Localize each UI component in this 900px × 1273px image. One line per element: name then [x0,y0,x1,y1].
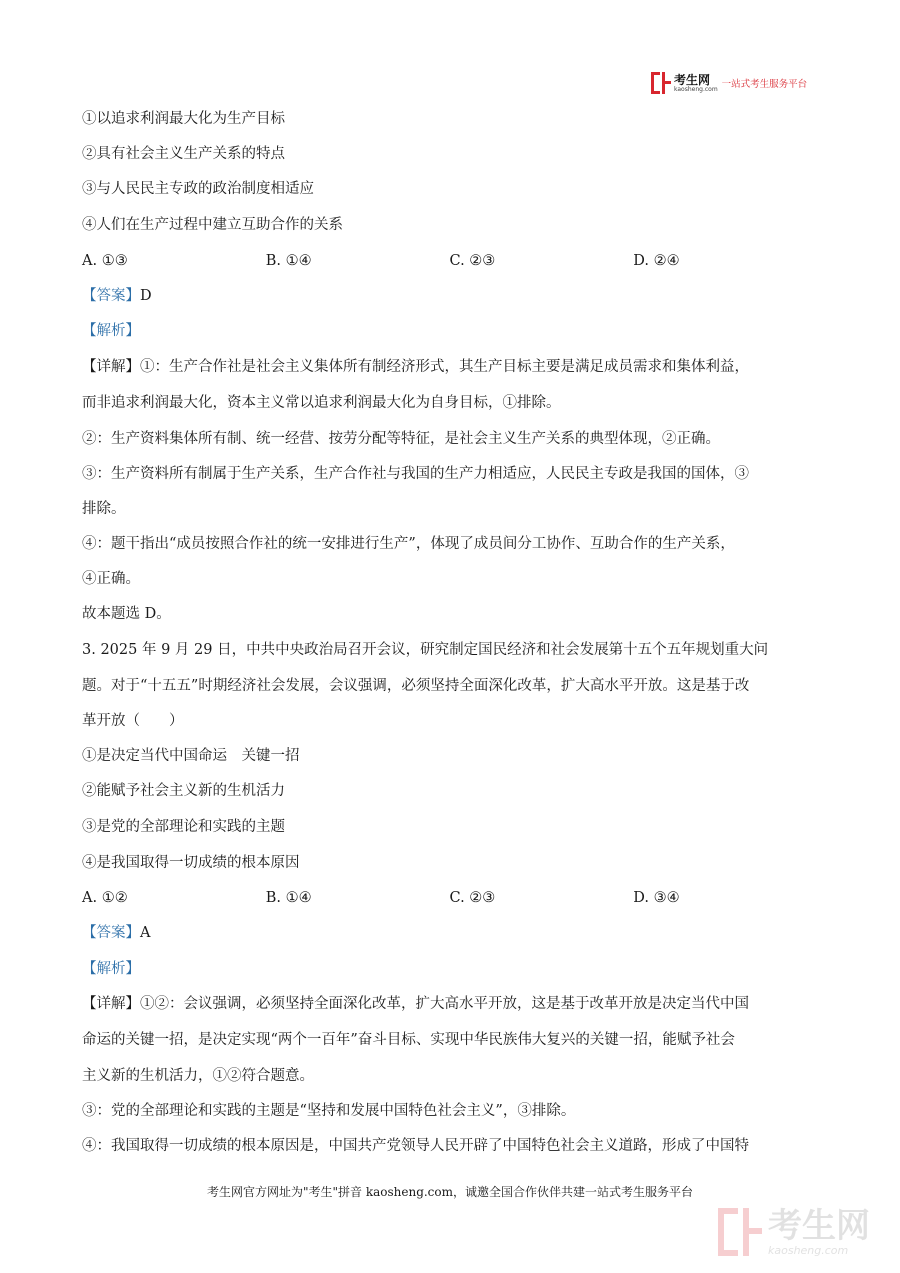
q3-options [82,888,817,908]
watermark-logo-icon [718,1208,762,1256]
q2-option-b: B. ①④ [265,253,312,269]
q2-detail-line-4: ③：生产资料所有制属于生产关系，生产合作社与我国的生产力相适应，人民民主专政是我国的国体，③ [82,466,749,482]
q3-detail-line-3: 主义新的生机活力，①②符合题意。 [82,1068,314,1084]
q3-detail-line-4: ③：党的全部理论和实践的主题是“坚持和发展中国特色社会主义”，③排除。 [82,1103,576,1119]
q3-analysis-tag [82,959,140,979]
logo-text-cn: 考生网 [674,72,711,87]
q2-option-d: D. ②④ [633,253,680,269]
q2-analysis-tag [82,321,140,341]
watermark [718,1208,870,1256]
q2-statement-1: ①以追求利润最大化为生产目标 [82,111,285,127]
q3-detail-line-1 [82,994,749,1014]
page-footer: 考生网官方网址为"考生"拼音 kaosheng.com，诚邀全国合作伙伴共建一站式考生服务平台 [206,1185,694,1199]
q2-detail-text-1: ①：生产合作社是社会主义集体所有制经济形式，其生产目标主要是满足成员需求和集体利益， [140,359,749,375]
q2-conclusion: 故本题选 D。 [82,606,171,622]
q3-detail-tag: 【详解】 [82,996,140,1012]
logo-text-en: kaosheng.com [674,85,718,93]
q2-option-c: C. ②③ [449,253,496,269]
q2-detail-line-1 [82,357,817,377]
q2-detail-line-2: 而非追求利润最大化，资本主义常以追求利润最大化为自身目标，①排除。 [82,395,561,411]
watermark-text-en: kaosheng.com [768,1244,849,1257]
q3-option-b: B. ①④ [265,890,312,906]
q2-detail-line-7: ④正确。 [82,571,140,587]
q3-detail-text-1: ①②：会议强调，必须坚持全面深化改革，扩大高水平开放，这是基于改革开放是决定当代中国 [140,996,749,1012]
header-logo [651,70,807,96]
q2-answer-value: D [140,288,152,304]
q3-analysis-tag-text: 【解析】 [82,961,140,977]
q2-statement-2: ②具有社会主义生产关系的特点 [82,146,285,162]
q2-analysis-tag-text: 【解析】 [82,323,140,339]
q2-detail-line-6: ④：题干指出“成员按照合作社的统一安排进行生产”，体现了成员间分工协作、互助合作的生产关系， [82,536,735,552]
q3-answer-value: A [140,925,151,941]
q2-detail-line-3: ②：生产资料集体所有制、统一经营、按劳分配等特征，是社会主义生产关系的典型体现，②正确。 [82,431,720,447]
q2-option-a: A. ①③ [82,253,128,269]
q3-stem-line-3: 革开放（ ） [82,713,184,729]
q2-options [82,251,817,271]
q3-statement-4: ④是我国取得一切成绩的根本原因 [82,855,300,871]
q3-stem-line-2: 题。对于“十五五”时期经济社会发展，会议强调，必须坚持全面深化改革，扩大高水平开放。这是基于改 [82,678,750,694]
q3-detail-line-2: 命运的关键一招，是决定实现“两个一百年”奋斗目标、实现中华民族伟大复兴的关键一招，能赋予社会 [82,1032,735,1048]
q3-statement-2: ②能赋予社会主义新的生机活力 [82,783,285,799]
q3-option-a: A. ①② [82,890,128,906]
logo-slogan: 一站式考生服务平台 [721,79,808,90]
q2-statement-3: ③与人民民主专政的政治制度相适应 [82,181,314,197]
q3-statement-3: ③是党的全部理论和实践的主题 [82,819,285,835]
q2-answer-tag: 【答案】 [82,288,140,304]
q2-detail-tag: 【详解】 [82,359,140,375]
q3-option-c: C. ②③ [449,890,496,906]
q3-detail-line-5: ④：我国取得一切成绩的根本原因是，中国共产党领导人民开辟了中国特色社会主义道路，形成了中国特 [82,1138,749,1154]
q2-detail-line-5: 排除。 [82,501,126,517]
q2-statement-4: ④人们在生产过程中建立互助合作的关系 [82,217,343,233]
q3-answer-tag: 【答案】 [82,925,140,941]
q3-option-d: D. ③④ [633,890,680,906]
q3-statement-1: ①是决定当代中国命运 关键一招 [82,748,300,764]
q3-answer [82,923,150,943]
kaosheng-logo-icon [651,72,671,94]
watermark-text-cn: 考生网 [768,1206,870,1246]
q2-answer [82,286,152,306]
q3-stem-line-1: 3. 2025 年 9 月 29 日，中共中央政治局召开会议，研究制定国民经济和社会发展第十五个五年规划重大问 [82,642,769,658]
